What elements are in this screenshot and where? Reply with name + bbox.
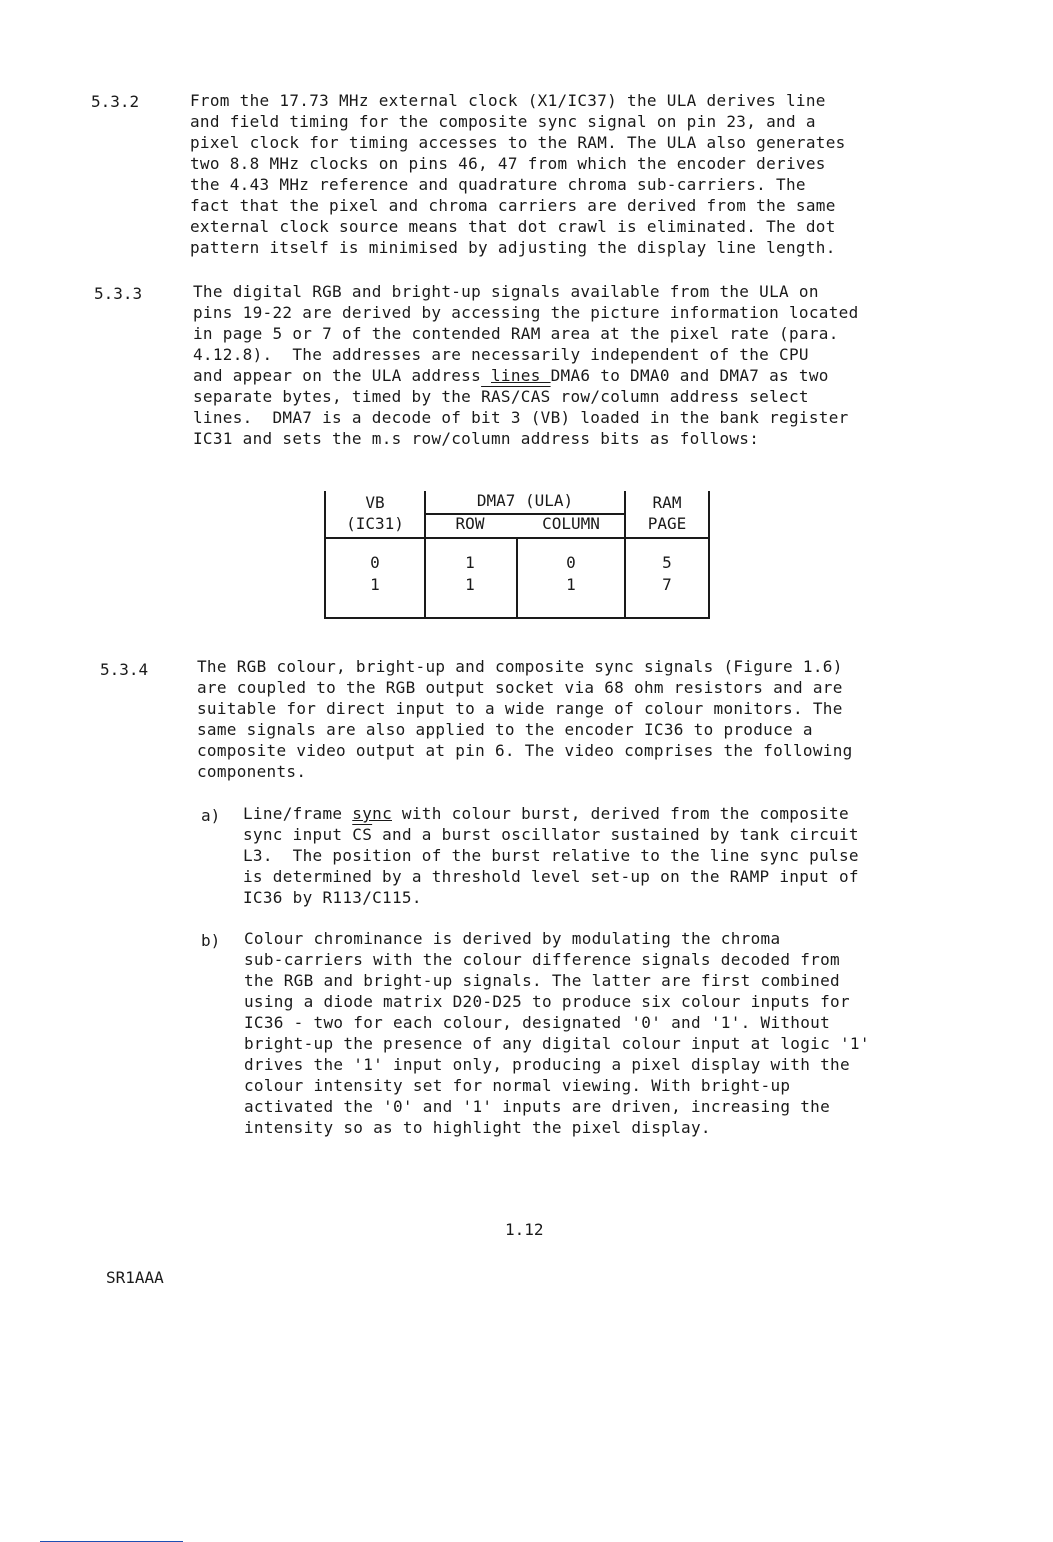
- item-a-label: a): [201, 806, 221, 825]
- s533-line6c: row/column address select: [550, 387, 809, 406]
- section-5-3-2-text: From the 17.73 MHz external clock (X1/IC37) the ULA derives line and field timing for the composite sync signal on pin 23, and a pixel clock for timing accesses to the RAM. The ULA also generates two 8.8 MHz clocks on pins 46, 47 from which the encoder derives the 4.43 MHz reference and quadrature chroma sub-carriers. The fact that the pixel and chroma carriers are derived from the same external clock source means that dot crawl is eliminated. The dot pattern itself is minimised by adjusting the display line length.: [190, 91, 846, 257]
- item-a-sync: sync: [352, 804, 392, 823]
- table-cell-row: 1: [465, 553, 475, 572]
- s533-line6a: separate bytes, timed by the: [193, 387, 482, 406]
- section-number-5-3-2: 5.3.2: [91, 92, 140, 111]
- item-a-line1c: with colour burst, derived from the composite: [392, 804, 849, 823]
- item-b-text: Colour chrominance is derived by modulating the chroma sub-carriers with the colour difference signals decoded from the RGB and bright-up signals. The latter are first combined using a diode matrix D20-D25 to produce six colour inputs for IC36 - two for each colour, designated '0' and '1'. Without bright-up the presence of any digital colour input at logic '1' drives the '1' input only, producing a pixel display with the colour intensity set for normal viewing. With bright-up activated the '0' and '1' inputs are driven, increasing the intensity so as to highlight the pixel display.: [244, 929, 870, 1137]
- page-number: 1.12: [505, 1220, 544, 1239]
- table-border-right: [708, 491, 710, 619]
- s533-line2: pins 19-22 are derived by accessing the picture information located: [193, 303, 859, 322]
- table-bottom-rule: [324, 617, 710, 619]
- s533-line4: 4.12.8). The addresses are necessarily independent of the CPU: [193, 345, 809, 364]
- header-ram: RAM: [652, 493, 682, 512]
- s533-line1: The digital RGB and bright-up signals available from the ULA on: [193, 282, 819, 301]
- table-cell-page: 5: [662, 553, 672, 572]
- table-cell-row: 1: [465, 575, 475, 594]
- table-cell-page: 7: [662, 575, 672, 594]
- header-row: ROW: [455, 514, 485, 533]
- header-column: COLUMN: [542, 514, 600, 533]
- section-5-3-3-text: [193, 281, 859, 449]
- header-dma7-ula: DMA7 (ULA): [476, 491, 574, 510]
- ras-cas-signal: RAS/CAS: [481, 387, 551, 406]
- table-header-rule: [324, 537, 710, 539]
- table-cell-vb: 1: [370, 575, 380, 594]
- header-page: PAGE: [647, 514, 687, 533]
- table-cell-column: 1: [566, 575, 576, 594]
- s533-line5c: DMA6 to DMA0 and DMA7 as two: [550, 366, 829, 385]
- section-number-5-3-4: 5.3.4: [100, 660, 149, 679]
- s533-line8: IC31 and sets the m.s row/column address bits as follows:: [193, 429, 760, 448]
- s533-line3: in page 5 or 7 of the contended RAM area at the pixel rate (para.: [193, 324, 839, 343]
- item-a-text: [243, 803, 859, 908]
- cs-signal: $\overline{CS}$: [352, 825, 373, 844]
- dma7-table: [324, 491, 710, 619]
- header-ic31: (IC31): [346, 514, 404, 533]
- section-number-5-3-3: 5.3.3: [94, 284, 143, 303]
- table-cell-vb: 0: [370, 553, 380, 572]
- item-a-line2c: and a burst oscillator sustained by tank circuit: [372, 825, 859, 844]
- item-a-line1a: Line/frame: [243, 804, 353, 823]
- s533-line5b: lines: [490, 366, 551, 385]
- s533-line5a: and appear on the ULA address: [193, 366, 491, 385]
- item-a-line2a: sync input: [243, 825, 353, 844]
- header-vb: VB: [365, 493, 385, 512]
- table-cell-column: 0: [566, 553, 576, 572]
- section-5-3-4-text: The RGB colour, bright-up and composite sync signals (Figure 1.6) are coupled to the RGB output socket via 68 ohm resistors and are suitable for direct input to a wide range of colour monitors. The same signals are also applied to the encoder IC36 to produce a composite video output at pin 6. The video comprises the following components.: [197, 657, 853, 781]
- s533-line7: lines. DMA7 is a decode of bit 3 (VB) loaded in the bank register: [193, 408, 849, 427]
- document-code: SR1AAA: [106, 1268, 164, 1287]
- item-b-label: b): [201, 931, 221, 950]
- item-a-rest: L3. The position of the burst relative to the line sync pulse is determined by a threshold level set-up on the RAMP input of IC36 by R113/C115.: [243, 846, 859, 907]
